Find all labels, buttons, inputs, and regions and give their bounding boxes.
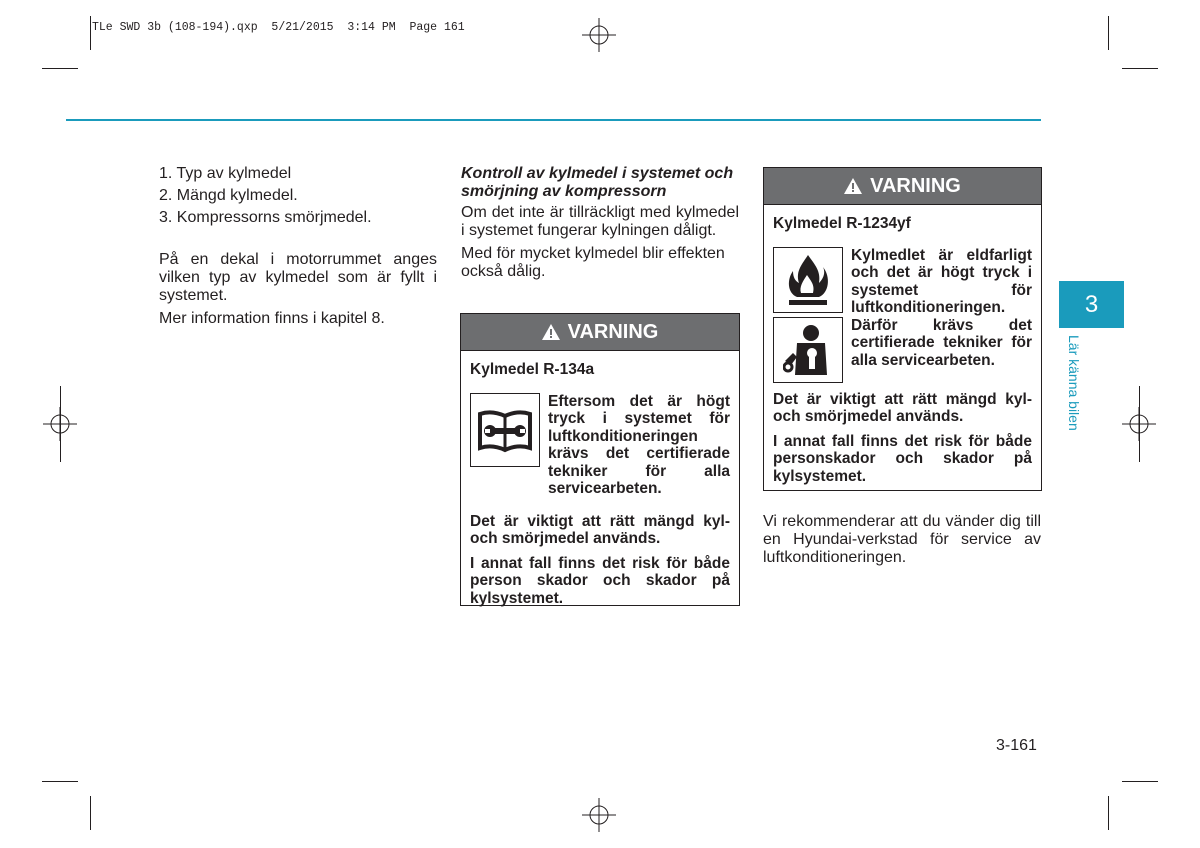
crop-mark xyxy=(60,386,61,462)
warning-subtitle: Kylmedel R-1234yf xyxy=(773,215,911,232)
chapter-tab: 3 xyxy=(1059,281,1124,328)
warning-text: Det är viktigt att rätt mängd kyl-och smörjmedel används. xyxy=(470,512,730,547)
warning-header xyxy=(461,314,739,351)
print-header: TLe SWD 3b (108-194).qxp 5/21/2015 3:14 PM Page 161 xyxy=(92,21,465,34)
section-heading: Kontroll av kylmedel i systemet och smörjning av kompressorn xyxy=(461,165,734,200)
warning-text: I annat fall finns det risk för både personskador och skador på kylsystemet. xyxy=(773,432,1032,485)
list-item: 2. Mängd kylmedel. xyxy=(159,187,298,204)
page-number: 3-161 xyxy=(996,737,1037,754)
crop-mark xyxy=(1122,781,1158,782)
crop-mark xyxy=(1108,796,1109,830)
manual-wrench-icon xyxy=(470,393,540,467)
chapter-label xyxy=(1066,335,1086,455)
warning-triangle-icon xyxy=(542,324,560,340)
body-paragraph: Mer information finns i kapitel 8. xyxy=(159,310,385,327)
crop-mark xyxy=(1108,16,1109,50)
crop-mark xyxy=(90,16,91,50)
body-paragraph: Med för mycket kylmedel blir effekten också dålig. xyxy=(461,245,725,280)
warning-subtitle: Kylmedel R-134a xyxy=(470,361,595,378)
warning-text: Det är viktigt att rätt mängd kyl-och smörjmedel används. xyxy=(773,390,1032,425)
registration-mark-icon xyxy=(582,798,616,832)
list-item: 1. Typ av kylmedel xyxy=(159,165,292,182)
warning-title: VARNING xyxy=(567,320,659,343)
warning-text: I annat fall finns det risk för både person skador och skador på kylsystemet. xyxy=(470,554,730,607)
body-paragraph: På en dekal i motorrummet anges vilken typ av kylmedel som är fyllt i systemet. xyxy=(159,251,437,304)
body-paragraph: Vi rekommenderar att du vänder dig till en Hyundai-verkstad för service av luftkonditioneringen. xyxy=(763,513,1041,566)
list-item: 3. Kompressorns smörjmedel. xyxy=(159,209,372,226)
warning-box-r1234yf xyxy=(763,167,1042,491)
technician-icon xyxy=(773,317,843,383)
crop-mark xyxy=(90,796,91,830)
warning-box-r134a xyxy=(460,313,740,606)
crop-mark xyxy=(1139,386,1140,462)
warning-header xyxy=(764,168,1041,205)
registration-mark-icon xyxy=(582,18,616,52)
flammable-icon xyxy=(773,247,843,313)
crop-mark xyxy=(1122,68,1158,69)
left-column xyxy=(159,165,437,328)
body-paragraph: Om det inte är tillräckligt med kylmedel i systemet fungerar kylningen dåligt. xyxy=(461,204,739,239)
right-paragraph xyxy=(763,513,1041,567)
header-rule xyxy=(66,119,1041,121)
warning-title: VARNING xyxy=(870,174,961,197)
crop-mark xyxy=(42,68,78,69)
crop-mark xyxy=(42,781,78,782)
middle-column xyxy=(461,165,739,281)
warning-icon-text: Eftersom det är högt tryck i systemet för luftkonditioneringen krävs det certifierade tekniker för alla servicearbeten. xyxy=(548,392,730,497)
chapter-label-text: Lär känna bilen xyxy=(1066,335,1082,431)
warning-icon-text: Kylmedlet är eldfarligt och det är högt tryck i systemet för luftkonditioneringen. Därför krävs det certifierade tekniker för alla servicearbeten. xyxy=(851,246,1032,369)
warning-triangle-icon xyxy=(844,178,862,194)
